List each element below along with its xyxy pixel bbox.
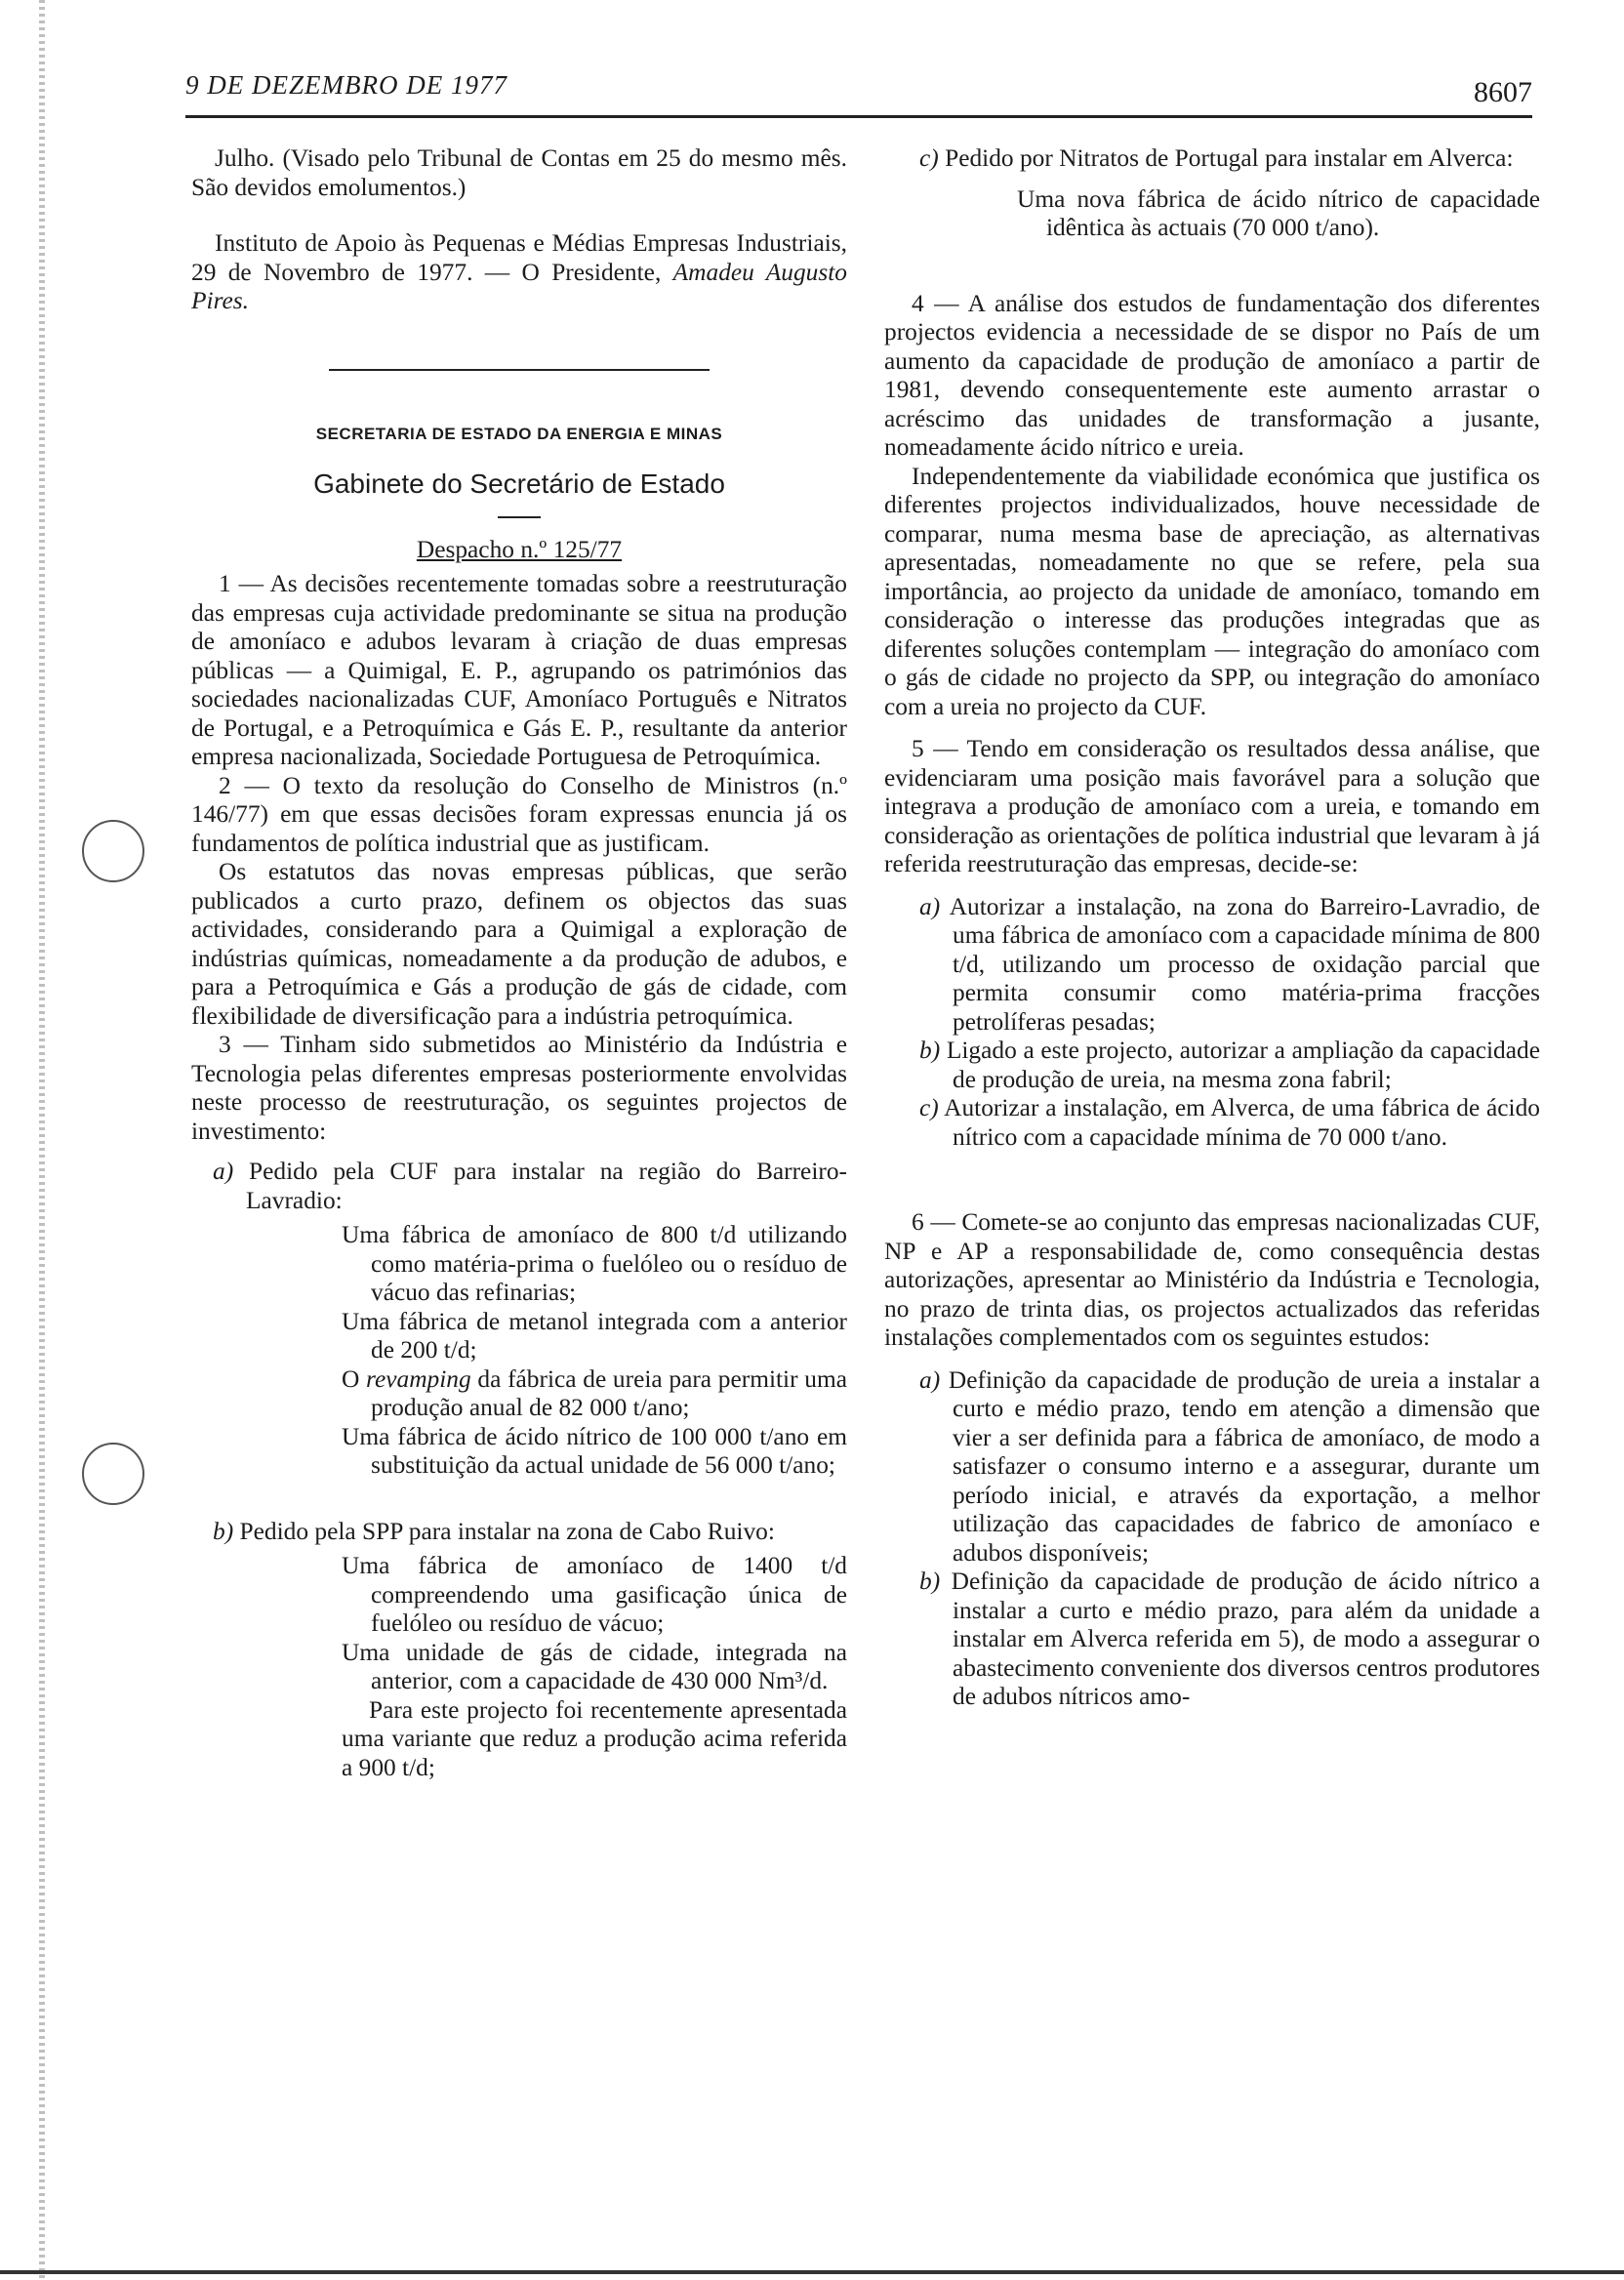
left-column <box>191 144 847 1782</box>
sub-item: O revamping da fábrica de ureia para permitir uma produção anual de 82 000 t/ano; <box>342 1364 847 1421</box>
item-label: c) <box>919 144 939 172</box>
page-header <box>185 70 1532 115</box>
punch-hole <box>82 1443 144 1505</box>
item-text: Ligado a este projecto, autorizar a ampliação da capacidade de produção de ureia, na mesma zona fabril; <box>946 1037 1540 1093</box>
item-label: b) <box>213 1517 234 1545</box>
subsection-heading: Gabinete do Secretário de Estado <box>313 468 725 499</box>
paragraph-2b: Os estatutos das novas empresas públicas, que serão publicados a curto prazo, definem os objectos das suas actividades, considerando para a Quimigal a exploração de indústrias químicas, nomeadamente a da produção de adubos, e para a Petroquímica e Gás a produção de gás de cidade, com flexibilidade de diversificação para a indústria petroquímica. <box>191 858 847 1030</box>
list-item-a <box>191 1158 847 1215</box>
paragraph-3: 3 — Tinham sido submetidos ao Ministério da Indústria e Tecnologia pelas diferentes empresas posteriormente envolvidas neste processo de reestruturação, os seguintes projectos de investimento: <box>191 1031 847 1145</box>
item-text: Definição da capacidade de produção de ureia a instalar a curto e médio prazo, tendo em atenção a dimensão que vier a ser definida para a fábrica de amoníaco, de modo a satisfazer o consumo interno e a assegurar, durante um período inicial, e através da exportação, a melhor utilização das capacidades de fabrico de amoníaco e adubos disponíveis; <box>948 1365 1540 1567</box>
paragraph-2: 2 — O texto da resolução do Conselho de Ministros (n.º 146/77) em que essas decisões foram expressas enuncia já os fundamentos de política industrial que as justificam. <box>191 771 847 857</box>
item-label: b) <box>919 1037 941 1064</box>
item-label: b) <box>919 1568 941 1595</box>
paragraph: Julho. (Visado pelo Tribunal de Contas em 25 do mesmo mês. São devidos emolumentos.) <box>191 144 847 201</box>
signature-text: Instituto de Apoio às Pequenas e Médias Empresas Industriais, 29 de Novembro de 1977. — O Presidente, <box>191 229 847 286</box>
revamping-term: revamping <box>366 1364 471 1393</box>
sub-item: Uma fábrica de ácido nítrico de 100 000 t/ano em substituição da actual unidade de 56 000 t/ano; <box>342 1422 847 1479</box>
paragraph-6: 6 — Comete-se ao conjunto das empresas nacionalizadas CUF, NP e AP a responsabilidade de, como consequência destas autorizações, apresentar ao Ministério da Indústria e Tecnologia, no prazo de trinta dias, os projectos actualizados das referidas instalações complementados com os seguintes estudos: <box>884 1208 1540 1351</box>
studies-list <box>884 1366 1540 1712</box>
signature-paragraph <box>191 229 847 316</box>
item-label: c) <box>919 1094 939 1121</box>
sub-note: Para este projecto foi recentemente apresentada uma variante que reduz a produção acima referida a 900 t/d; <box>342 1695 847 1781</box>
item-text: Autorizar a instalação, na zona do Barreiro-Lavradio, de uma fábrica de amoníaco com a capacidade mínima de 800 t/d, utilizando um processo de oxidação parcial que permita consumir como matéria-prima fracções petrolíferas pesadas; <box>949 892 1540 1036</box>
study-item <box>884 1568 1540 1712</box>
punch-hole <box>82 820 144 882</box>
study-item <box>884 1366 1540 1568</box>
list-item-c <box>884 144 1540 174</box>
decision-item <box>884 893 1540 1038</box>
decision-item <box>884 1094 1540 1152</box>
sub-item: Uma nova fábrica de ácido nítrico de capacidade idêntica às actuais (70 000 t/ano). <box>1017 184 1540 241</box>
despacho-title: Despacho n.º 125/77 <box>416 535 623 563</box>
signatory-name: Amadeu Augusto Pires. <box>191 258 847 314</box>
sublist-b <box>191 1552 847 1782</box>
sub-item: Uma unidade de gás de cidade, integrada na anterior, com a capacidade de 430 000 Nm³/d. <box>342 1638 847 1694</box>
item-label: a) <box>919 892 941 920</box>
header-rule <box>185 115 1532 118</box>
list-item-b <box>191 1518 847 1547</box>
header-date: 9 DE DEZEMBRO DE 1977 <box>185 70 508 100</box>
short-divider <box>498 516 541 518</box>
decision-item <box>884 1037 1540 1094</box>
paragraph-4b: Independentemente da viabilidade económica que justifica os diferentes projectos individualizados, houve necessidade de comparar, numa mesma base de apreciação, as alternativas apresentadas, nomeadamente no que se refere, pela sua importância, ao projecto da unidade de amoníaco, tomando em consideração o interesse das produções integradas que as diferentes soluções contemplam — integração do amoníaco com o gás de cidade no projecto da SPP, ou integração do amoníaco com a ureia no projecto da CUF. <box>884 462 1540 720</box>
bottom-edge <box>0 2270 1624 2274</box>
item-text: Autorizar a instalação, em Alverca, de uma fábrica de ácido nítrico com a capacidade mínima de 70 000 t/ano. <box>944 1094 1540 1151</box>
section-heading: SECRETARIA DE ESTADO DA ENERGIA E MINAS <box>315 424 723 443</box>
item-text: Pedido pela SPP para instalar na zona de Cabo Ruivo: <box>239 1517 775 1545</box>
paragraph-5: 5 — Tendo em consideração os resultados dessa análise, que evidenciaram uma posição mais favorável para a solução que integrava a produção de amoníaco com a ureia, e tomando em consideração as orientações de política industrial que levaram à já referida reestruturação das empresas, decide-se: <box>884 735 1540 877</box>
page-number: 8607 <box>1474 76 1532 108</box>
sub-item: Uma fábrica de amoníaco de 800 t/d utilizando como matéria-prima o fuelóleo ou o resíduo de vácuo das refinarias; <box>342 1221 847 1306</box>
section-divider <box>329 369 710 371</box>
decision-list <box>884 893 1540 1153</box>
item-text: Pedido pela CUF para instalar na região do Barreiro-Lavradio: <box>246 1158 847 1214</box>
item-text: Pedido por Nitratos de Portugal para instalar em Alverca: <box>945 144 1514 172</box>
sublist-a <box>191 1221 847 1481</box>
right-column <box>884 144 1540 1712</box>
binding-edge <box>39 0 45 2280</box>
item-label: a) <box>213 1158 234 1185</box>
paragraph-1: 1 — As decisões recentemente tomadas sobre a reestruturação das empresas cuja actividade predominante se situa na produção de amoníaco e adubos levaram à criação de duas empresas públicas — a Quimigal, E. P., agrupando os patrimónios das sociedades nacionalizadas CUF, Amoníaco Português e Nitratos de Portugal, e a Petroquímica e Gás E. P., resultante da anterior empresa nacionalizada, Sociedade Portuguesa de Petroquímica. <box>191 570 847 770</box>
sub-item: Uma fábrica de amoníaco de 1400 t/d compreendendo uma gasificação única de fuelóleo ou resíduo de vácuo; <box>342 1552 847 1637</box>
item-text: Definição da capacidade de produção de ácido nítrico a instalar a curto e médio prazo, para além da unidade a instalar em Alverca referida em 5), de modo a assegurar o abastecimento conveniente dos diversos centros produtores de adubos nítricos amo- <box>951 1568 1540 1710</box>
sub-item: Uma fábrica de metanol integrada com a anterior de 200 t/d; <box>342 1307 847 1364</box>
paragraph-4: 4 — A análise dos estudos de fundamentação dos diferentes projectos evidencia a necessidade de se dispor no País de um aumento da capacidade de produção de amoníaco a partir de 1981, devendo consequentemente este aumento arrastar o acréscimo das unidades de transformação a jusante, nomeadamente ácido nítrico e ureia. <box>884 289 1540 461</box>
item-label: a) <box>919 1365 941 1394</box>
